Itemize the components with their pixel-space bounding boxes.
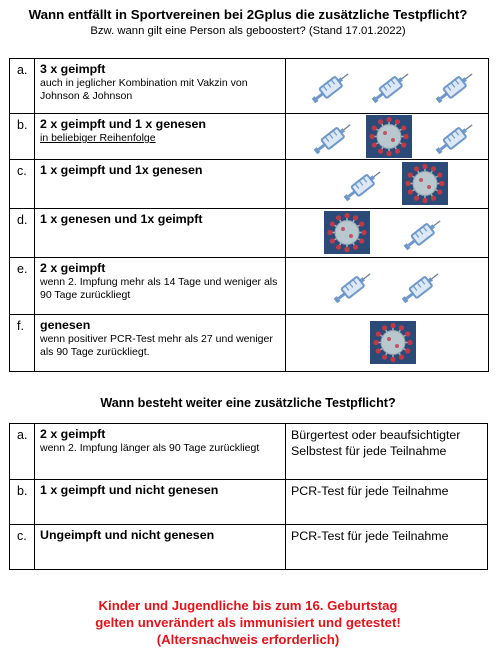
page-subtitle: Bzw. wann gilt eine Person als geboostert? (Stand 17.01.2022) — [90, 25, 406, 37]
icon-cell — [286, 160, 489, 209]
row-letter: b. — [10, 480, 35, 525]
page-title: Wann entfällt in Sportvereinen bei 2Gplus die zusätzliche Testpflicht? — [28, 7, 468, 22]
syringe-icon — [430, 68, 478, 108]
table-row — [10, 258, 489, 315]
test-requirement: PCR-Test für jede Teilnahme — [286, 525, 488, 570]
icon-cell — [286, 315, 489, 372]
row-letter: a. — [10, 59, 35, 114]
table-row — [10, 160, 489, 209]
virus-icon — [402, 162, 448, 205]
row-sub-text: auch in jeglicher Kombination mit Vakzin von Johnson & Johnson — [40, 77, 248, 102]
test-requirement: PCR-Test für jede Teilnahme — [286, 480, 488, 525]
immunity-table — [9, 58, 489, 372]
syringe-icon — [338, 166, 386, 206]
footer-line: Kinder und Jugendliche bis zum 16. Geburtstag — [98, 598, 398, 613]
section-heading: Wann besteht weiter eine zusätzliche Testpflicht? — [100, 396, 396, 410]
syringe-icon — [328, 268, 376, 308]
row-sub-text: in beliebiger Reihenfolge — [40, 132, 156, 144]
row-letter: b. — [10, 114, 35, 160]
test-requirement: Bürgertest oder beaufsichtigter Selbstest für jede Teilnahme — [286, 424, 488, 480]
syringe-icon — [398, 215, 446, 255]
syringe-icon — [308, 119, 356, 159]
row-main-text: 3 x geimpft — [40, 62, 106, 76]
row-sub-text: wenn positiver PCR-Test mehr als 27 und weniger als 90 Tage zurückliegt. — [40, 333, 273, 358]
icon-cell — [286, 114, 489, 160]
row-main-text: genesen — [40, 318, 91, 332]
row-letter: e. — [10, 258, 35, 315]
footer-line: gelten unverändert als immunisiert und getestet! — [95, 615, 401, 630]
row-letter: c. — [10, 160, 35, 209]
test-requirement-table — [9, 423, 488, 570]
icon-cell — [286, 59, 489, 114]
table-row — [10, 209, 489, 258]
footer-line: (Altersnachweis erforderlich) — [156, 632, 340, 647]
row-main-text: 2 x geimpft — [40, 261, 106, 275]
syringe-icon — [396, 268, 444, 308]
row-letter: f. — [10, 315, 35, 372]
row-main-text: 1 x geimpft und 1x genesen — [40, 163, 203, 177]
virus-icon — [370, 321, 416, 364]
icon-cell — [286, 209, 489, 258]
footer-note — [0, 597, 496, 648]
virus-icon — [366, 115, 412, 158]
row-main-text: Ungeimpft und nicht genesen — [40, 528, 215, 542]
syringe-icon — [430, 119, 478, 159]
row-letter: d. — [10, 209, 35, 258]
row-main-text: 1 x geimpft und nicht genesen — [40, 483, 219, 497]
table-row — [10, 114, 489, 160]
syringe-icon — [306, 68, 354, 108]
icon-cell — [286, 258, 489, 315]
row-letter: a. — [10, 424, 35, 480]
row-main-text: 2 x geimpft und 1 x genesen — [40, 117, 206, 131]
table-row — [10, 525, 488, 570]
row-letter: c. — [10, 525, 35, 570]
syringe-icon — [366, 68, 414, 108]
table-row — [10, 480, 488, 525]
table-row — [10, 424, 488, 480]
virus-icon — [324, 211, 370, 254]
row-main-text: 1 x genesen und 1x geimpft — [40, 212, 203, 226]
row-sub-text: wenn 2. Impfung länger als 90 Tage zurückliegt — [40, 442, 260, 454]
table-row — [10, 315, 489, 372]
row-sub-text: wenn 2. Impfung mehr als 14 Tage und weniger als 90 Tage zurückliegt — [40, 276, 278, 301]
table-row — [10, 59, 489, 114]
row-main-text: 2 x geimpft — [40, 427, 106, 441]
